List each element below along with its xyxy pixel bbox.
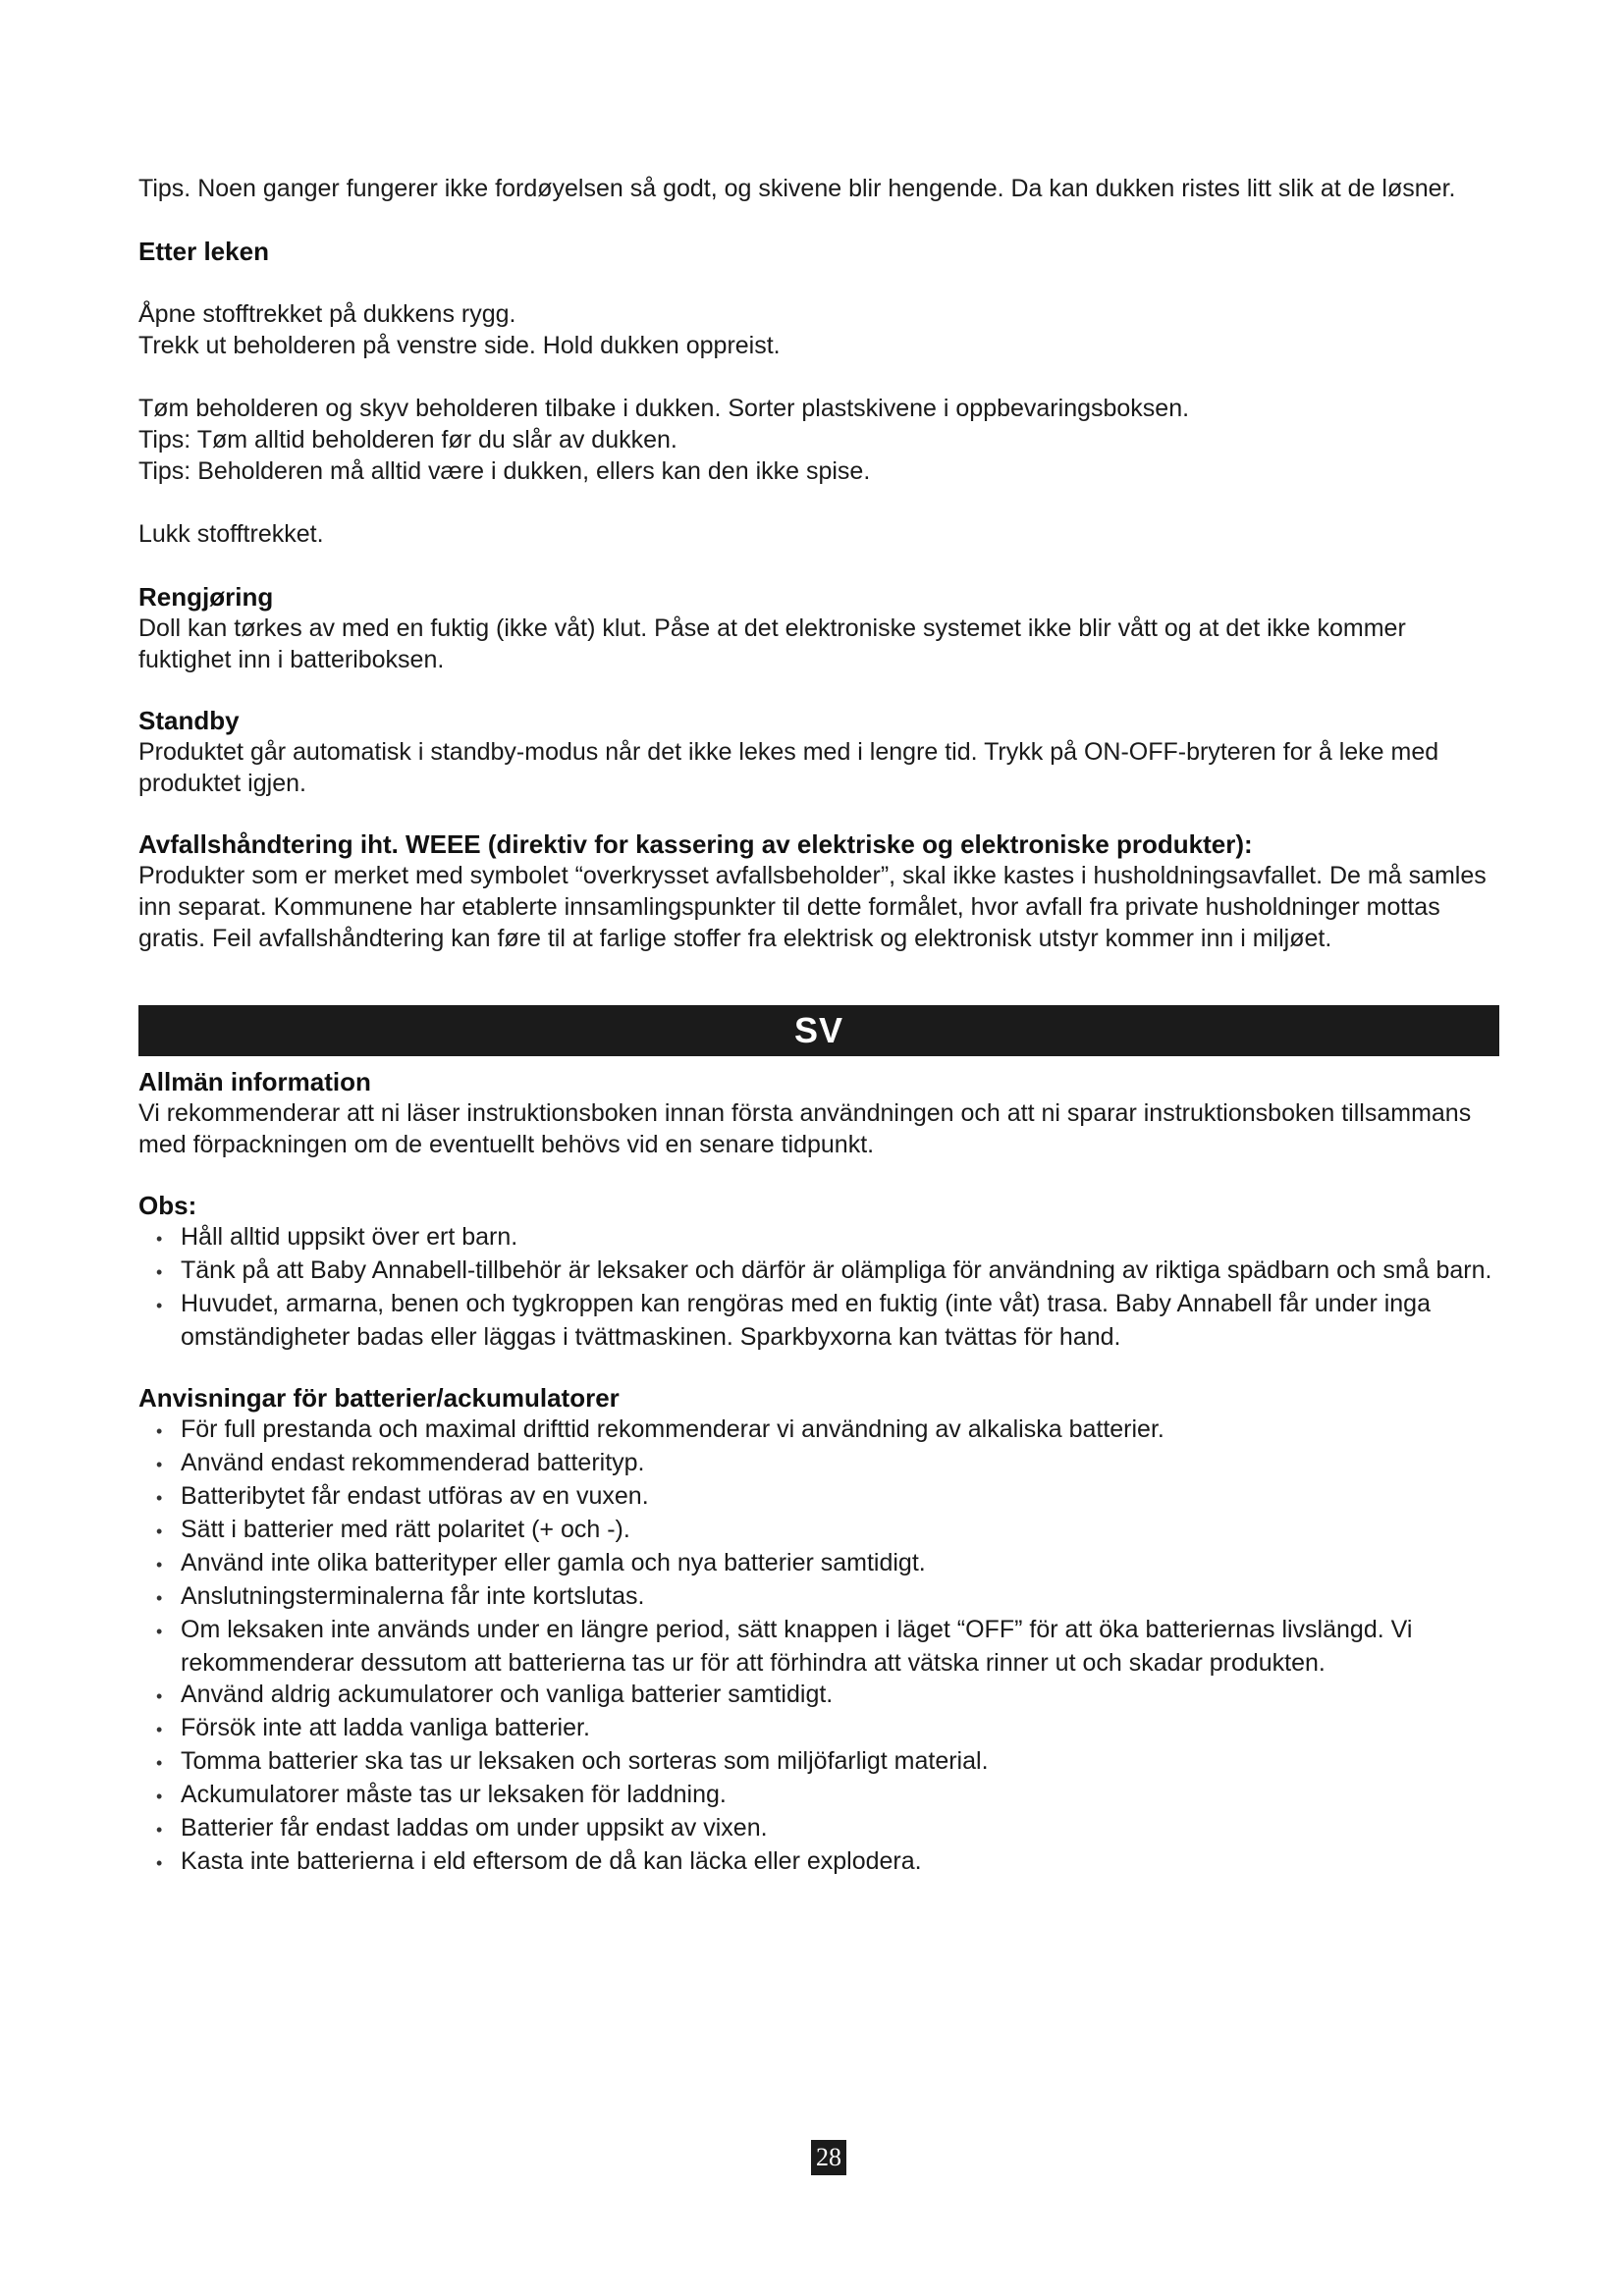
- general-info-heading: Allmän information: [138, 1067, 371, 1096]
- general-info-text: Vi rekommenderar att ni läser instruktionsboken innan första användningen och att ni sparar instruktionsboken tillsammans med förpackningen om de eventuellt behövs vid en senare tidpunkt.: [138, 1099, 1472, 1158]
- weee-heading: Avfallshåndtering iht. WEEE (direktiv for kassering av elektriske og elektroniske produkter):: [138, 829, 1253, 859]
- standby-text: Produktet går automatisk i standby-modus når det ikke lekes med i lengre tid. Trykk på ON-OFF-bryteren for å leke med produktet igjen.: [138, 738, 1439, 797]
- list-item: • Kasta inte batterierna i eld eftersom de då kan läcka eller explodera.: [138, 1845, 1499, 1879]
- list-item: • Tomma batterier ska tas ur leksaken och sorteras som miljöfarligt material.: [138, 1745, 1499, 1779]
- after-play-line: Tips: Tøm alltid beholderen før du slår av dukken.: [138, 426, 677, 454]
- page-number: 28: [811, 2140, 846, 2175]
- list-item: • Använd endast rekommenderad batterityp.: [138, 1447, 1499, 1480]
- battery-list: [138, 1414, 1499, 1879]
- list-item: • Anslutningsterminalerna får inte kortslutas.: [138, 1580, 1499, 1614]
- after-play-line: Trekk ut beholderen på venstre side. Hold dukken oppreist.: [138, 332, 781, 359]
- language-code: SV: [793, 1010, 844, 1050]
- list-item: • Ackumulatorer måste tas ur leksaken för laddning.: [138, 1779, 1499, 1812]
- cleaning-heading: Rengjøring: [138, 582, 274, 612]
- note-list: [138, 1221, 1499, 1353]
- list-item: • Använd aldrig ackumulatorer och vanliga batterier samtidigt.: [138, 1679, 1499, 1712]
- list-item: • Håll alltid uppsikt över ert barn.: [138, 1221, 1499, 1255]
- list-item: • Batteribytet får endast utföras av en vuxen.: [138, 1480, 1499, 1514]
- list-item: • Batterier får endast laddas om under uppsikt av vixen.: [138, 1812, 1499, 1845]
- list-item: • Huvudet, armarna, benen och tygkroppen kan rengöras med en fuktig (inte våt) trasa. Baby Annabell får under inga omständigheter badas eller läggas i tvättmaskinen. Sparkbyxorna kan tvättas för hand.: [138, 1288, 1499, 1353]
- note-heading: Obs:: [138, 1191, 197, 1220]
- battery-heading: Anvisningar för batterier/ackumulatorer: [138, 1383, 620, 1413]
- list-item: • Om leksaken inte används under en längre period, sätt knappen i läget “OFF” för att öka batteriernas livslängd. Vi rekommenderar dessutom att batterierna tas ur för att förhindra att vätska rinner ut och skadar produkten.: [138, 1614, 1499, 1679]
- tips-paragraph: Tips. Noen ganger fungerer ikke fordøyelsen så godt, og skivene blir hengende. Da kan dukken ristes litt slik at de løsner.: [138, 175, 1456, 202]
- after-play-heading: Etter leken: [138, 237, 269, 266]
- list-item: • För full prestanda och maximal drifttid rekommenderar vi användning av alkaliska batterier.: [138, 1414, 1499, 1447]
- page-content: [138, 173, 1499, 1879]
- list-item: • Sätt i batterier med rätt polaritet (+ och -).: [138, 1514, 1499, 1547]
- list-item: • Använd inte olika batterityper eller gamla och nya batterier samtidigt.: [138, 1547, 1499, 1580]
- after-play-line: Åpne stofftrekket på dukkens rygg.: [138, 300, 516, 328]
- cleaning-text: Doll kan tørkes av med en fuktig (ikke våt) klut. Påse at det elektroniske systemet ikke blir vått og at det ikke kommer fuktighet inn i batteriboksen.: [138, 614, 1406, 673]
- standby-heading: Standby: [138, 706, 240, 735]
- after-play-line: Tøm beholderen og skyv beholderen tilbake i dukken. Sorter plastskivene i oppbevaringsboksen.: [138, 395, 1190, 422]
- after-play-closing: Lukk stofftrekket.: [138, 520, 324, 548]
- list-item: • Försök inte att ladda vanliga batterier.: [138, 1712, 1499, 1745]
- after-play-line: Tips: Beholderen må alltid være i dukken, ellers kan den ikke spise.: [138, 457, 871, 485]
- list-item: • Tänk på att Baby Annabell-tillbehör är leksaker och därför är olämpliga för användning av riktiga spädbarn och små barn.: [138, 1255, 1499, 1288]
- weee-text: Produkter som er merket med symbolet “overkrysset avfallsbeholder”, skal ikke kastes i husholdningsavfallet. De må samles inn separat. Kommunene har etablerte innsamlingspunkter til dette formålet, hvor avfall fra private husholdninger mottas gratis. Feil avfallshåndtering kan føre til at farlige stoffer fra elektrisk og elektronisk utstyr kommer inn i miljøet.: [138, 862, 1487, 952]
- language-section-bar: [138, 1005, 1499, 1056]
